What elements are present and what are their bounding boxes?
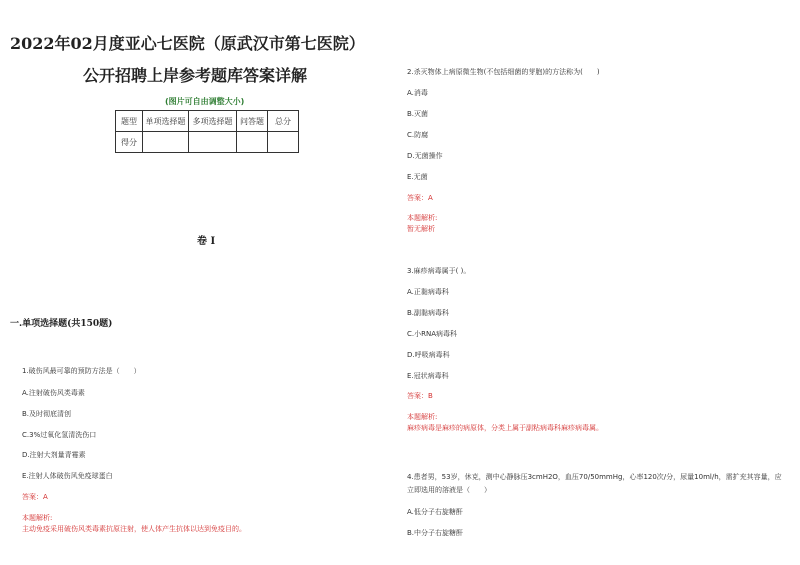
score-header-qa: 问答题	[237, 111, 268, 132]
explanation-text: 主动免疫采用破伤风类毒素抗原注射，使人体产生抗体以达到免疫目的。	[22, 525, 246, 533]
question-stem: 4.患者男，53岁，休克，测中心静脉压3cmH2O，血压70/50mmHg，心率120次/分，尿量10ml/h，需扩充其容量，应立即选用的溶液是（ ）	[407, 473, 782, 494]
option-item: C.防腐	[407, 131, 429, 139]
image-note: (图片可自由调整大小)	[165, 97, 245, 106]
score-header-total: 总分	[268, 111, 299, 132]
option-item: E.冠状病毒科	[407, 372, 449, 380]
question-stem: 3.麻疹病毒属于( )。	[407, 267, 471, 275]
score-cell	[237, 132, 268, 153]
score-header-single: 单项选择题	[143, 111, 189, 132]
option-item: E.注射人体破伤风免疫球蛋白	[22, 472, 113, 480]
score-cell	[268, 132, 299, 153]
answer-text: 答案：B	[407, 392, 433, 400]
option-item: B.副黏病毒科	[407, 309, 450, 317]
option-item: D.注射大剂量青霉素	[22, 451, 86, 459]
question-stem: 1.破伤风最可靠的预防方法是（ ）	[22, 367, 141, 375]
score-table-header-row	[116, 111, 299, 132]
page-title-line1: 2022年02月度亚心七医院（原武汉市第七医院）	[10, 34, 365, 53]
option-item: B.灭菌	[407, 110, 429, 118]
question-stem: 2.杀灭物体上病原微生物(不包括细菌的芽胞)的方法称为( )	[407, 68, 600, 76]
option-item: B.及时彻底清创	[22, 410, 72, 418]
option-item: D.无菌操作	[407, 152, 443, 160]
explanation-text: 麻疹病毒是麻疹的病原体，分类上属于副粘病毒科麻疹病毒属。	[407, 424, 603, 432]
score-cell	[189, 132, 237, 153]
option-item: E.无菌	[407, 173, 428, 181]
option-item: B.中分子右旋糖酐	[407, 529, 464, 537]
explanation-label: 本题解析:	[22, 514, 53, 522]
score-row-label: 得分	[116, 132, 143, 153]
option-item: A.注射破伤风类毒素	[22, 389, 85, 397]
option-item: C.小RNA病毒科	[407, 330, 458, 338]
section-title: 一.单项选择题(共150题)	[10, 319, 113, 329]
score-header-type: 题型	[116, 111, 143, 132]
score-cell	[143, 132, 189, 153]
answer-text: 答案：A	[22, 493, 48, 501]
option-item: A.低分子右旋糖酐	[407, 508, 463, 516]
option-item: A.正黏病毒科	[407, 288, 449, 296]
score-header-multi: 多项选择题	[189, 111, 237, 132]
option-item: D.呼吸病毒科	[407, 351, 450, 359]
answer-text: 答案：A	[407, 194, 433, 202]
explanation-text: 暂无解析	[407, 225, 435, 233]
page-title-line2: 公开招聘上岸参考题库答案详解	[83, 66, 308, 85]
option-item: C.3%过氧化氢清洗伤口	[22, 431, 97, 439]
explanation-label: 本题解析:	[407, 413, 438, 421]
explanation-label: 本题解析:	[407, 214, 438, 222]
score-table	[115, 110, 299, 153]
volume-label: 卷 I	[197, 236, 216, 247]
score-table-row	[116, 132, 299, 153]
option-item: A.消毒	[407, 89, 428, 97]
